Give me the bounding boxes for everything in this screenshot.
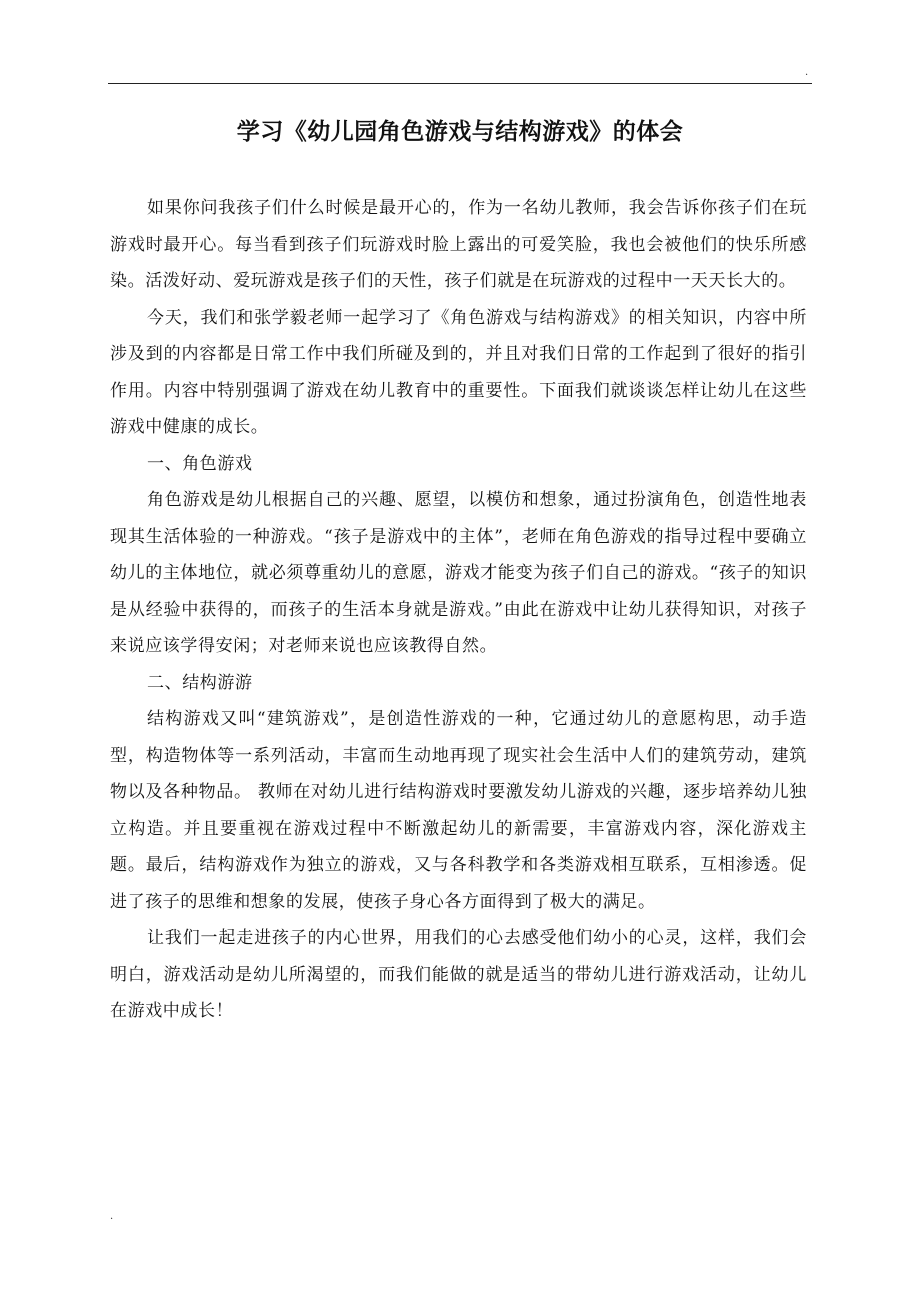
paragraph-study: 今天，我们和张学毅老师一起学习了《角色游戏与结构游戏》的相关知识，内容中所涉及到的内容都是日常工作中我们所碰及到的，并且对我们日常的工作起到了很好的指引作用。内容中特别强调了游戏在幼儿教育中的重要性。下面我们就谈谈怎样让幼儿在这些游戏中健康的成长。 <box>110 307 807 437</box>
document-title: 学习《幼儿园角色游戏与结构游戏》的体会 <box>236 118 684 145</box>
section-heading-role-play: 一、角色游戏 <box>147 453 253 474</box>
paragraph-construction-play: 结构游戏又叫“建筑游戏”，是创造性游戏的一种，它通过幼儿的意愿构思，动手造型，构造物体等一系列活动，丰富而生动地再现了现实社会生活中人们的建筑劳动，建筑物以及各种物品。 教师在对幼儿进行结构游戏时要激发幼儿游戏的兴趣，逐步培养幼儿独立构造。并且要重视在游戏过程中不断激起幼儿的新需要，丰富游戏内容，深化游戏主题。最后，结构游戏作为独立的游戏，又与各科教学和各类游戏相互联系，互相渗透。促进了孩子的思维和想象的发展，使孩子身心各方面得到了极大的满足。 <box>110 709 807 912</box>
paragraph-conclusion: 让我们一起走进孩子的内心世界，用我们的心去感受他们幼小的心灵，这样，我们会明白，游戏活动是幼儿所渴望的，而我们能做的就是适当的带幼儿进行游戏活动，让幼儿在游戏中成长！ <box>110 928 807 1021</box>
footer-mark: . <box>110 1211 114 1222</box>
paragraph-intro: 如果你问我孩子们什么时候是最开心的，作为一名幼儿教师，我会告诉你孩子们在玩游戏时最开心。每当看到孩子们玩游戏时脸上露出的可爱笑脸，我也会被他们的快乐所感染。活泼好动、爱玩游戏是孩子们的天性，孩子们就是在玩游戏的过程中一天天长大的。 <box>110 198 807 291</box>
section-heading-construction-play: 二、结构游游 <box>147 672 253 693</box>
header-rule <box>108 83 812 84</box>
document-body <box>110 190 807 1030</box>
paragraph-role-play: 角色游戏是幼儿根据自己的兴趣、愿望，以模仿和想象，通过扮演角色，创造性地表现其生活体验的一种游戏。“孩子是游戏中的主体”，老师在角色游戏的指导过程中要确立幼儿的主体地位，就必须尊重幼儿的意愿，游戏才能变为孩子们自己的游戏。“孩子的知识是从经验中获得的，而孩子的生活本身就是游戏。”由此在游戏中让幼儿获得知识，对孩子来说应该学得安闲；对老师来说也应该教得自然。 <box>110 490 807 656</box>
header-mark: . <box>805 67 809 78</box>
